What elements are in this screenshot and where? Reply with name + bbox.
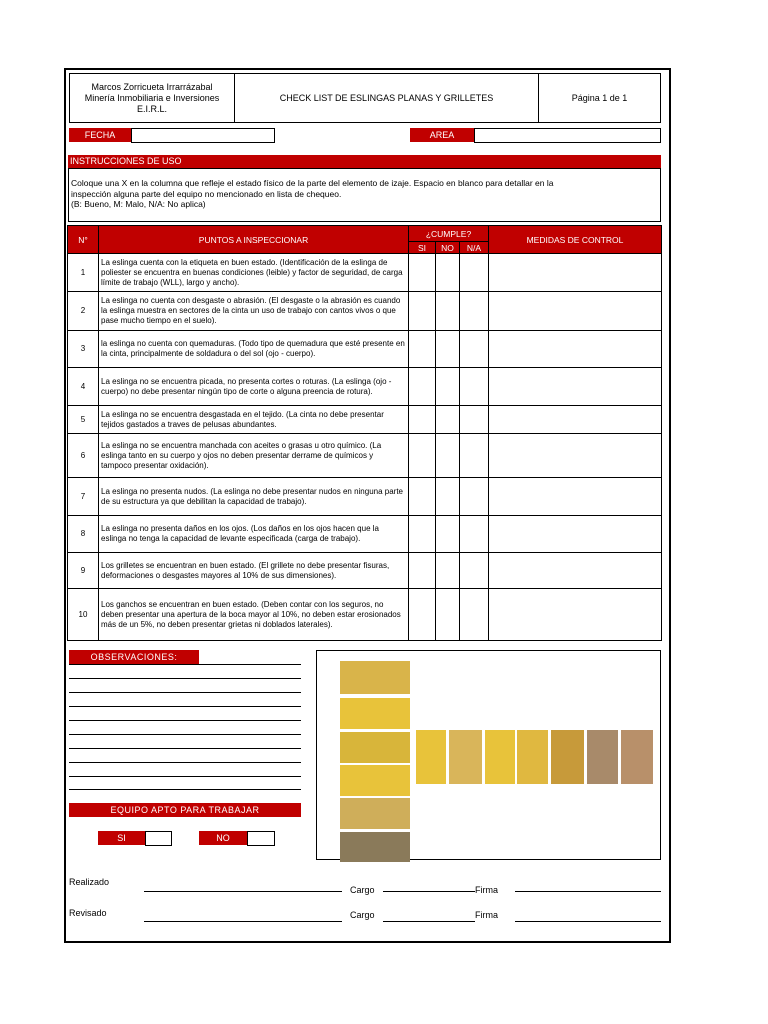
header-no: NO <box>436 242 460 254</box>
photo-sling-burn <box>340 732 410 763</box>
photo-damage-7 <box>621 730 653 784</box>
row-number: 1 <box>68 254 99 292</box>
row-na-cell[interactable] <box>460 589 489 641</box>
realizado-cargo-label: Cargo <box>350 885 375 895</box>
observaciones-line[interactable] <box>69 678 301 679</box>
realizado-firma-label: Firma <box>475 885 498 895</box>
document-title-text: CHECK LIST DE ESLINGAS PLANAS Y GRILLETES <box>279 92 494 103</box>
equipo-no-checkbox[interactable] <box>247 831 275 846</box>
checklist-row <box>68 331 662 368</box>
row-number: 9 <box>68 553 99 589</box>
row-number: 3 <box>68 331 99 368</box>
company-line-1: Marcos Zorricueta Irrarrázabal <box>91 81 213 92</box>
observaciones-line[interactable] <box>69 789 301 790</box>
row-inspection-point: la eslinga no cuenta con quemaduras. (Todo tipo de quemadura que esté presente en la cinta, principalmente de soldadura o del sol (ojo - cuerpo). <box>99 331 409 368</box>
checklist-row <box>68 553 662 589</box>
fecha-input[interactable] <box>131 128 275 143</box>
instructions-box <box>68 168 661 222</box>
row-na-cell[interactable] <box>460 434 489 478</box>
observaciones-line[interactable] <box>69 776 301 777</box>
company-line-3: E.I.R.L. <box>136 103 167 114</box>
row-si-cell[interactable] <box>409 553 436 589</box>
page-indicator <box>538 73 661 123</box>
observaciones-line[interactable] <box>69 692 301 693</box>
row-na-cell[interactable] <box>460 254 489 292</box>
fecha-label: FECHA <box>69 128 131 142</box>
row-si-cell[interactable] <box>409 292 436 331</box>
observaciones-label: OBSERVACIONES: <box>69 650 199 664</box>
row-no-cell[interactable] <box>436 406 460 434</box>
row-si-cell[interactable] <box>409 589 436 641</box>
company-line-2: Minería Inmobiliaria e Inversiones <box>84 92 220 103</box>
row-medidas-cell[interactable] <box>489 434 662 478</box>
realizado-firma-line[interactable] <box>515 891 661 892</box>
row-medidas-cell[interactable] <box>489 589 662 641</box>
row-number: 7 <box>68 478 99 516</box>
row-si-cell[interactable] <box>409 406 436 434</box>
header-num: N° <box>68 226 99 254</box>
revisado-name-line[interactable] <box>144 921 342 922</box>
checklist-row <box>68 254 662 292</box>
checklist-row <box>68 406 662 434</box>
photo-sling-label <box>340 661 410 694</box>
photo-damage-2 <box>449 730 482 784</box>
observaciones-line[interactable] <box>69 762 301 763</box>
observaciones-line[interactable] <box>69 664 301 665</box>
photo-damage-3 <box>485 730 515 784</box>
revisado-cargo-label: Cargo <box>350 910 375 920</box>
row-medidas-cell[interactable] <box>489 553 662 589</box>
row-inspection-point: La eslinga no se encuentra desgastada en el tejido. (La cinta no debe presentar tejidos gastados a traves de pelusas abundantes. <box>99 406 409 434</box>
row-inspection-point: La eslinga no se encuentra picada, no presenta cortes o roturas. (La eslinga (ojo - cuerpo) no debe presentar ningún tipo de corte o alguna preencia de rotura). <box>99 368 409 406</box>
checklist-row <box>68 292 662 331</box>
observaciones-line[interactable] <box>69 748 301 749</box>
row-na-cell[interactable] <box>460 553 489 589</box>
observaciones-line[interactable] <box>69 706 301 707</box>
row-inspection-point: La eslinga cuenta con la etiqueta en buen estado. (Identificación de la eslinga de poliester se encuentra en buenas condiciones (leible) y factor de seguridad, de carga límite de trabajo (WLL), largo y ancho). <box>99 254 409 292</box>
row-inspection-point: La eslinga no presenta daños en los ojos. (Los daños en los ojos hacen que la eslinga no tenga la capacidad de levante especificada (carga de trabajo). <box>99 516 409 553</box>
observaciones-line[interactable] <box>69 734 301 735</box>
header-si: SI <box>409 242 436 254</box>
row-no-cell[interactable] <box>436 589 460 641</box>
row-si-cell[interactable] <box>409 368 436 406</box>
realizado-name-line[interactable] <box>144 891 342 892</box>
observaciones-line[interactable] <box>69 720 301 721</box>
header-medidas: MEDIDAS DE CONTROL <box>489 226 662 254</box>
checklist-row <box>68 478 662 516</box>
row-no-cell[interactable] <box>436 553 460 589</box>
row-medidas-cell[interactable] <box>489 254 662 292</box>
photo-sling-abrasion <box>340 698 410 729</box>
row-si-cell[interactable] <box>409 516 436 553</box>
row-inspection-point: Los ganchos se encuentran en buen estado. (Deben contar con los seguros, no deben presentar una apertura de la boca mayor al 10%, no deben estar erosionados más de un 5%, no deben presentar grietas ni doblados laterales). <box>99 589 409 641</box>
row-na-cell[interactable] <box>460 406 489 434</box>
row-na-cell[interactable] <box>460 331 489 368</box>
row-no-cell[interactable] <box>436 368 460 406</box>
row-no-cell[interactable] <box>436 254 460 292</box>
row-number: 4 <box>68 368 99 406</box>
revisado-firma-line[interactable] <box>515 921 661 922</box>
row-no-cell[interactable] <box>436 292 460 331</box>
photo-sling-wear <box>340 798 410 829</box>
row-medidas-cell[interactable] <box>489 292 662 331</box>
area-input[interactable] <box>474 128 661 143</box>
area-label: AREA <box>410 128 474 142</box>
row-inspection-point: Los grilletes se encuentran en buen estado. (El grillete no debe presentar fisuras, deformaciones o desgastes mayores al 10% de sus dimensiones). <box>99 553 409 589</box>
revisado-firma-label: Firma <box>475 910 498 920</box>
photo-damage-4 <box>517 730 548 784</box>
row-number: 2 <box>68 292 99 331</box>
equipo-apto-label: EQUIPO APTO PARA TRABAJAR <box>69 803 301 817</box>
checklist-table <box>67 225 662 641</box>
revisado-cargo-line[interactable] <box>383 921 475 922</box>
photo-damage-1 <box>416 730 446 784</box>
instructions-line-3: (B: Bueno, M: Malo, N/A: No aplica) <box>71 199 206 209</box>
row-no-cell[interactable] <box>436 434 460 478</box>
header-na: N/A <box>460 242 489 254</box>
row-na-cell[interactable] <box>460 516 489 553</box>
row-medidas-cell[interactable] <box>489 516 662 553</box>
photo-damage-5 <box>551 730 584 784</box>
checklist-row <box>68 516 662 553</box>
row-medidas-cell[interactable] <box>489 478 662 516</box>
row-inspection-point: La eslinga no se encuentra manchada con aceites o grasas u otro químico. (La eslinga tanto en su cuerpo y ojos no deben presentar derrame de químicos y tampoco presentar oxidación). <box>99 434 409 478</box>
instructions-title: INSTRUCCIONES DE USO <box>68 155 661 168</box>
realizado-cargo-line[interactable] <box>383 891 475 892</box>
row-inspection-point: La eslinga no cuenta con desgaste o abrasión. (El desgaste o la abrasión es cuando la eslinga muestra en sectores de la cinta un uso de trabajo con cantos vivos o que pase mucho tiempo en el suelo). <box>99 292 409 331</box>
realizado-label: Realizado <box>69 877 110 887</box>
equipo-no-label: NO <box>199 831 247 845</box>
photo-damage-6 <box>587 730 618 784</box>
row-medidas-cell[interactable] <box>489 406 662 434</box>
row-no-cell[interactable] <box>436 516 460 553</box>
instructions-line-1: Coloque una X en la columna que refleje el estado físico de la parte del elemento de izaje. Espacio en blanco para detallar en la <box>71 178 554 188</box>
row-no-cell[interactable] <box>436 331 460 368</box>
photo-sling-knot <box>340 832 410 862</box>
instructions-line-2: inspección alguna parte del equipo no mencionado en lista de chequeo. <box>71 188 342 199</box>
page-indicator-text: Página 1 de 1 <box>571 92 628 103</box>
equipo-si-checkbox[interactable] <box>145 831 172 846</box>
row-number: 5 <box>68 406 99 434</box>
row-si-cell[interactable] <box>409 331 436 368</box>
document-title <box>234 73 539 123</box>
row-si-cell[interactable] <box>409 434 436 478</box>
row-si-cell[interactable] <box>409 478 436 516</box>
row-na-cell[interactable] <box>460 292 489 331</box>
row-medidas-cell[interactable] <box>489 368 662 406</box>
checklist-row <box>68 434 662 478</box>
row-medidas-cell[interactable] <box>489 331 662 368</box>
row-number: 8 <box>68 516 99 553</box>
row-inspection-point: La eslinga no presenta nudos. (La eslinga no debe presentar nudos en ninguna parte de su estructura ya que debilitan la capacidad de trabajo). <box>99 478 409 516</box>
header-cumple: ¿CUMPLE? <box>409 226 489 242</box>
equipo-si-label: SI <box>98 831 145 845</box>
row-si-cell[interactable] <box>409 254 436 292</box>
checklist-row <box>68 368 662 406</box>
row-number: 6 <box>68 434 99 478</box>
row-number: 10 <box>68 589 99 641</box>
company-name <box>69 73 235 123</box>
header-points: PUNTOS A INSPECCIONAR <box>99 226 409 254</box>
row-no-cell[interactable] <box>436 478 460 516</box>
photo-sling-cut <box>340 765 410 796</box>
checklist-row <box>68 589 662 641</box>
row-na-cell[interactable] <box>460 478 489 516</box>
revisado-label: Revisado <box>69 908 107 918</box>
row-na-cell[interactable] <box>460 368 489 406</box>
